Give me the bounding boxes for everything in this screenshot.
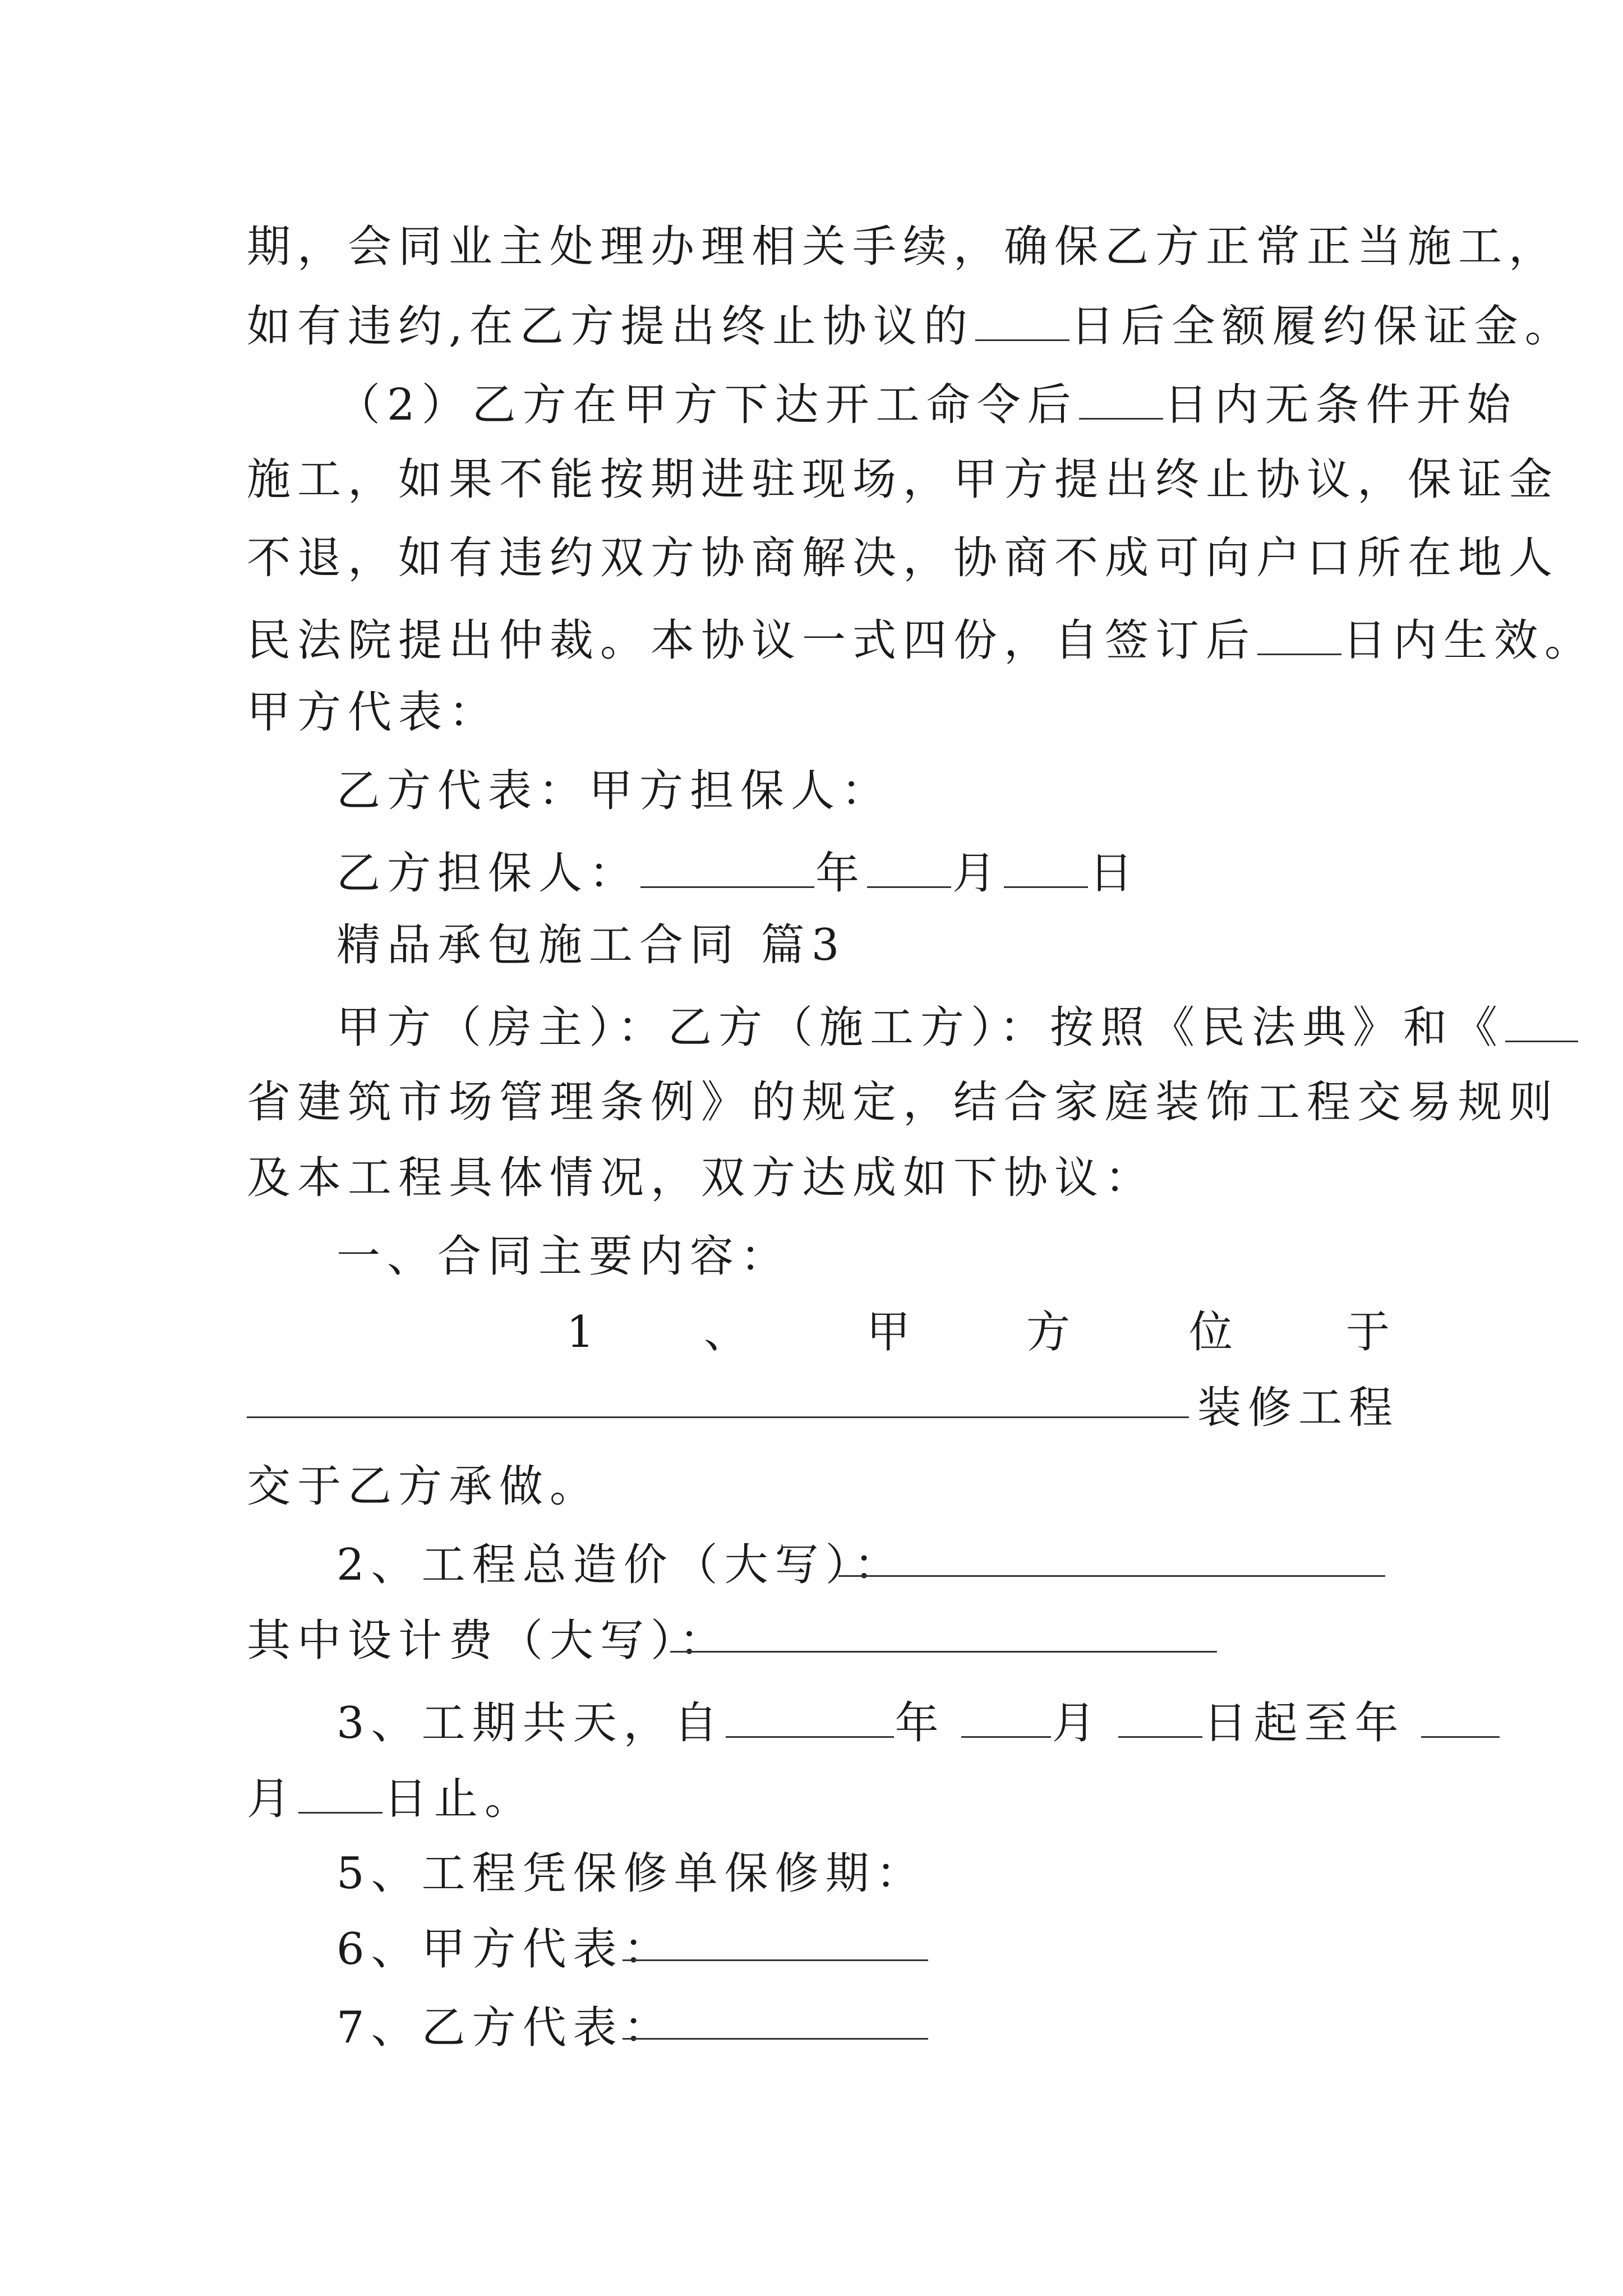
text: 甲方（房主）：乙方（施工方）：按照《民法典》和《 bbox=[336, 1002, 1505, 1053]
paragraph-line bbox=[336, 2000, 674, 2056]
text: 5、工程凭保修单保修期： bbox=[336, 1848, 926, 1899]
fill-blank[interactable] bbox=[247, 1416, 1189, 1418]
paragraph-line bbox=[336, 1846, 926, 1902]
text: 日止。 bbox=[384, 1774, 536, 1824]
fill-blank[interactable] bbox=[1118, 1691, 1202, 1738]
paragraph-line bbox=[247, 530, 1559, 586]
paragraph-line bbox=[247, 1458, 600, 1515]
text: 精品承包施工合同 篇3 bbox=[336, 920, 846, 970]
text: 年 bbox=[815, 848, 866, 899]
text: 日内无条件开始 bbox=[1164, 380, 1518, 430]
fill-blank[interactable] bbox=[1421, 1691, 1500, 1738]
text: 期，会同业主处理办理相关手续，确保乙方正常正当施工， bbox=[247, 222, 1560, 272]
text: 民法院提出仲裁。本协议一式四份，自签订后 bbox=[247, 615, 1257, 666]
text: 乙方代表：甲方担保人： bbox=[336, 766, 892, 816]
paragraph-line bbox=[336, 996, 1579, 1052]
spread-char: 1 bbox=[566, 1307, 594, 1358]
text: 其中设计费（大写）： bbox=[247, 1616, 730, 1666]
paragraph-line bbox=[336, 841, 1140, 898]
fill-blank[interactable] bbox=[867, 841, 951, 888]
fill-blank[interactable] bbox=[838, 1575, 1385, 1577]
text: 月 bbox=[247, 1774, 298, 1824]
text: 6、甲方代表： bbox=[336, 1924, 674, 1975]
text: 一、合同主要内容： bbox=[336, 1231, 791, 1282]
section-heading bbox=[336, 917, 846, 973]
fill-blank[interactable] bbox=[298, 1767, 382, 1814]
paragraph-line bbox=[247, 452, 1559, 508]
paragraph-line bbox=[336, 1691, 1501, 1747]
paragraph-line bbox=[247, 684, 499, 740]
paragraph-line bbox=[247, 1613, 730, 1669]
paragraph-line bbox=[247, 1767, 535, 1823]
text: 月 bbox=[1052, 1698, 1103, 1749]
text: 日起至年 bbox=[1203, 1698, 1405, 1749]
fill-blank[interactable] bbox=[961, 1691, 1051, 1738]
spread-char: 方 bbox=[1026, 1307, 1071, 1358]
text: 日后全额履约保证金。 bbox=[1070, 301, 1575, 352]
text: 7、乙方代表： bbox=[336, 2003, 674, 2053]
spread-char: 于 bbox=[1346, 1307, 1390, 1358]
spread-char: 、 bbox=[704, 1307, 748, 1358]
fill-blank[interactable] bbox=[1079, 373, 1163, 420]
paragraph-line bbox=[247, 295, 1575, 351]
fill-blank[interactable] bbox=[975, 295, 1069, 341]
paragraph-line bbox=[336, 373, 1518, 429]
text: 省建筑市场管理条例》的规定，结合家庭装饰工程交易规则 bbox=[247, 1077, 1560, 1128]
paragraph-line bbox=[336, 1537, 905, 1593]
fill-blank[interactable] bbox=[1257, 609, 1341, 655]
spread-char: 位 bbox=[1189, 1307, 1233, 1358]
paragraph-line bbox=[336, 1228, 791, 1285]
paragraph-line bbox=[247, 1150, 1155, 1206]
spread-char: 甲 bbox=[866, 1307, 911, 1358]
paragraph-line bbox=[336, 763, 892, 819]
text: 2、工程总造价（大写）： bbox=[336, 1540, 905, 1590]
text: 月 bbox=[952, 848, 1003, 899]
paragraph-line bbox=[1197, 1380, 1399, 1436]
text: 日内生效。 bbox=[1343, 615, 1596, 666]
fill-blank[interactable] bbox=[726, 1691, 894, 1738]
paragraph-line bbox=[247, 609, 1595, 665]
fill-blank[interactable] bbox=[1004, 841, 1088, 888]
text: 装修工程 bbox=[1197, 1383, 1400, 1433]
text: 乙方担保人： bbox=[336, 848, 640, 899]
text: 甲方代表： bbox=[247, 687, 500, 738]
fill-blank[interactable] bbox=[623, 2038, 928, 2040]
text: 交于乙方承做。 bbox=[247, 1461, 601, 1512]
paragraph-line bbox=[247, 219, 1559, 275]
text: 年 bbox=[895, 1698, 946, 1749]
fill-blank[interactable] bbox=[640, 841, 814, 888]
text: 及本工程具体情况，双方达成如下协议： bbox=[247, 1153, 1156, 1203]
text: 不退，如有违约双方协商解决，协商不成可向户口所在地人 bbox=[247, 533, 1560, 583]
paragraph-line bbox=[247, 1074, 1559, 1130]
text: （2）乙方在甲方下达开工命令后 bbox=[336, 380, 1078, 430]
text: 如有违约,在乙方提出终止协议的 bbox=[247, 301, 974, 352]
fill-blank[interactable] bbox=[670, 1651, 1217, 1653]
text: 日 bbox=[1089, 848, 1140, 899]
text: 施工，如果不能按期进驻现场，甲方提出终止协议，保证金 bbox=[247, 454, 1560, 505]
fill-blank[interactable] bbox=[1505, 996, 1578, 1042]
fill-blank[interactable] bbox=[623, 1959, 928, 1961]
text: 3、工期共天，自 bbox=[336, 1698, 725, 1749]
paragraph-line bbox=[336, 1921, 674, 1977]
